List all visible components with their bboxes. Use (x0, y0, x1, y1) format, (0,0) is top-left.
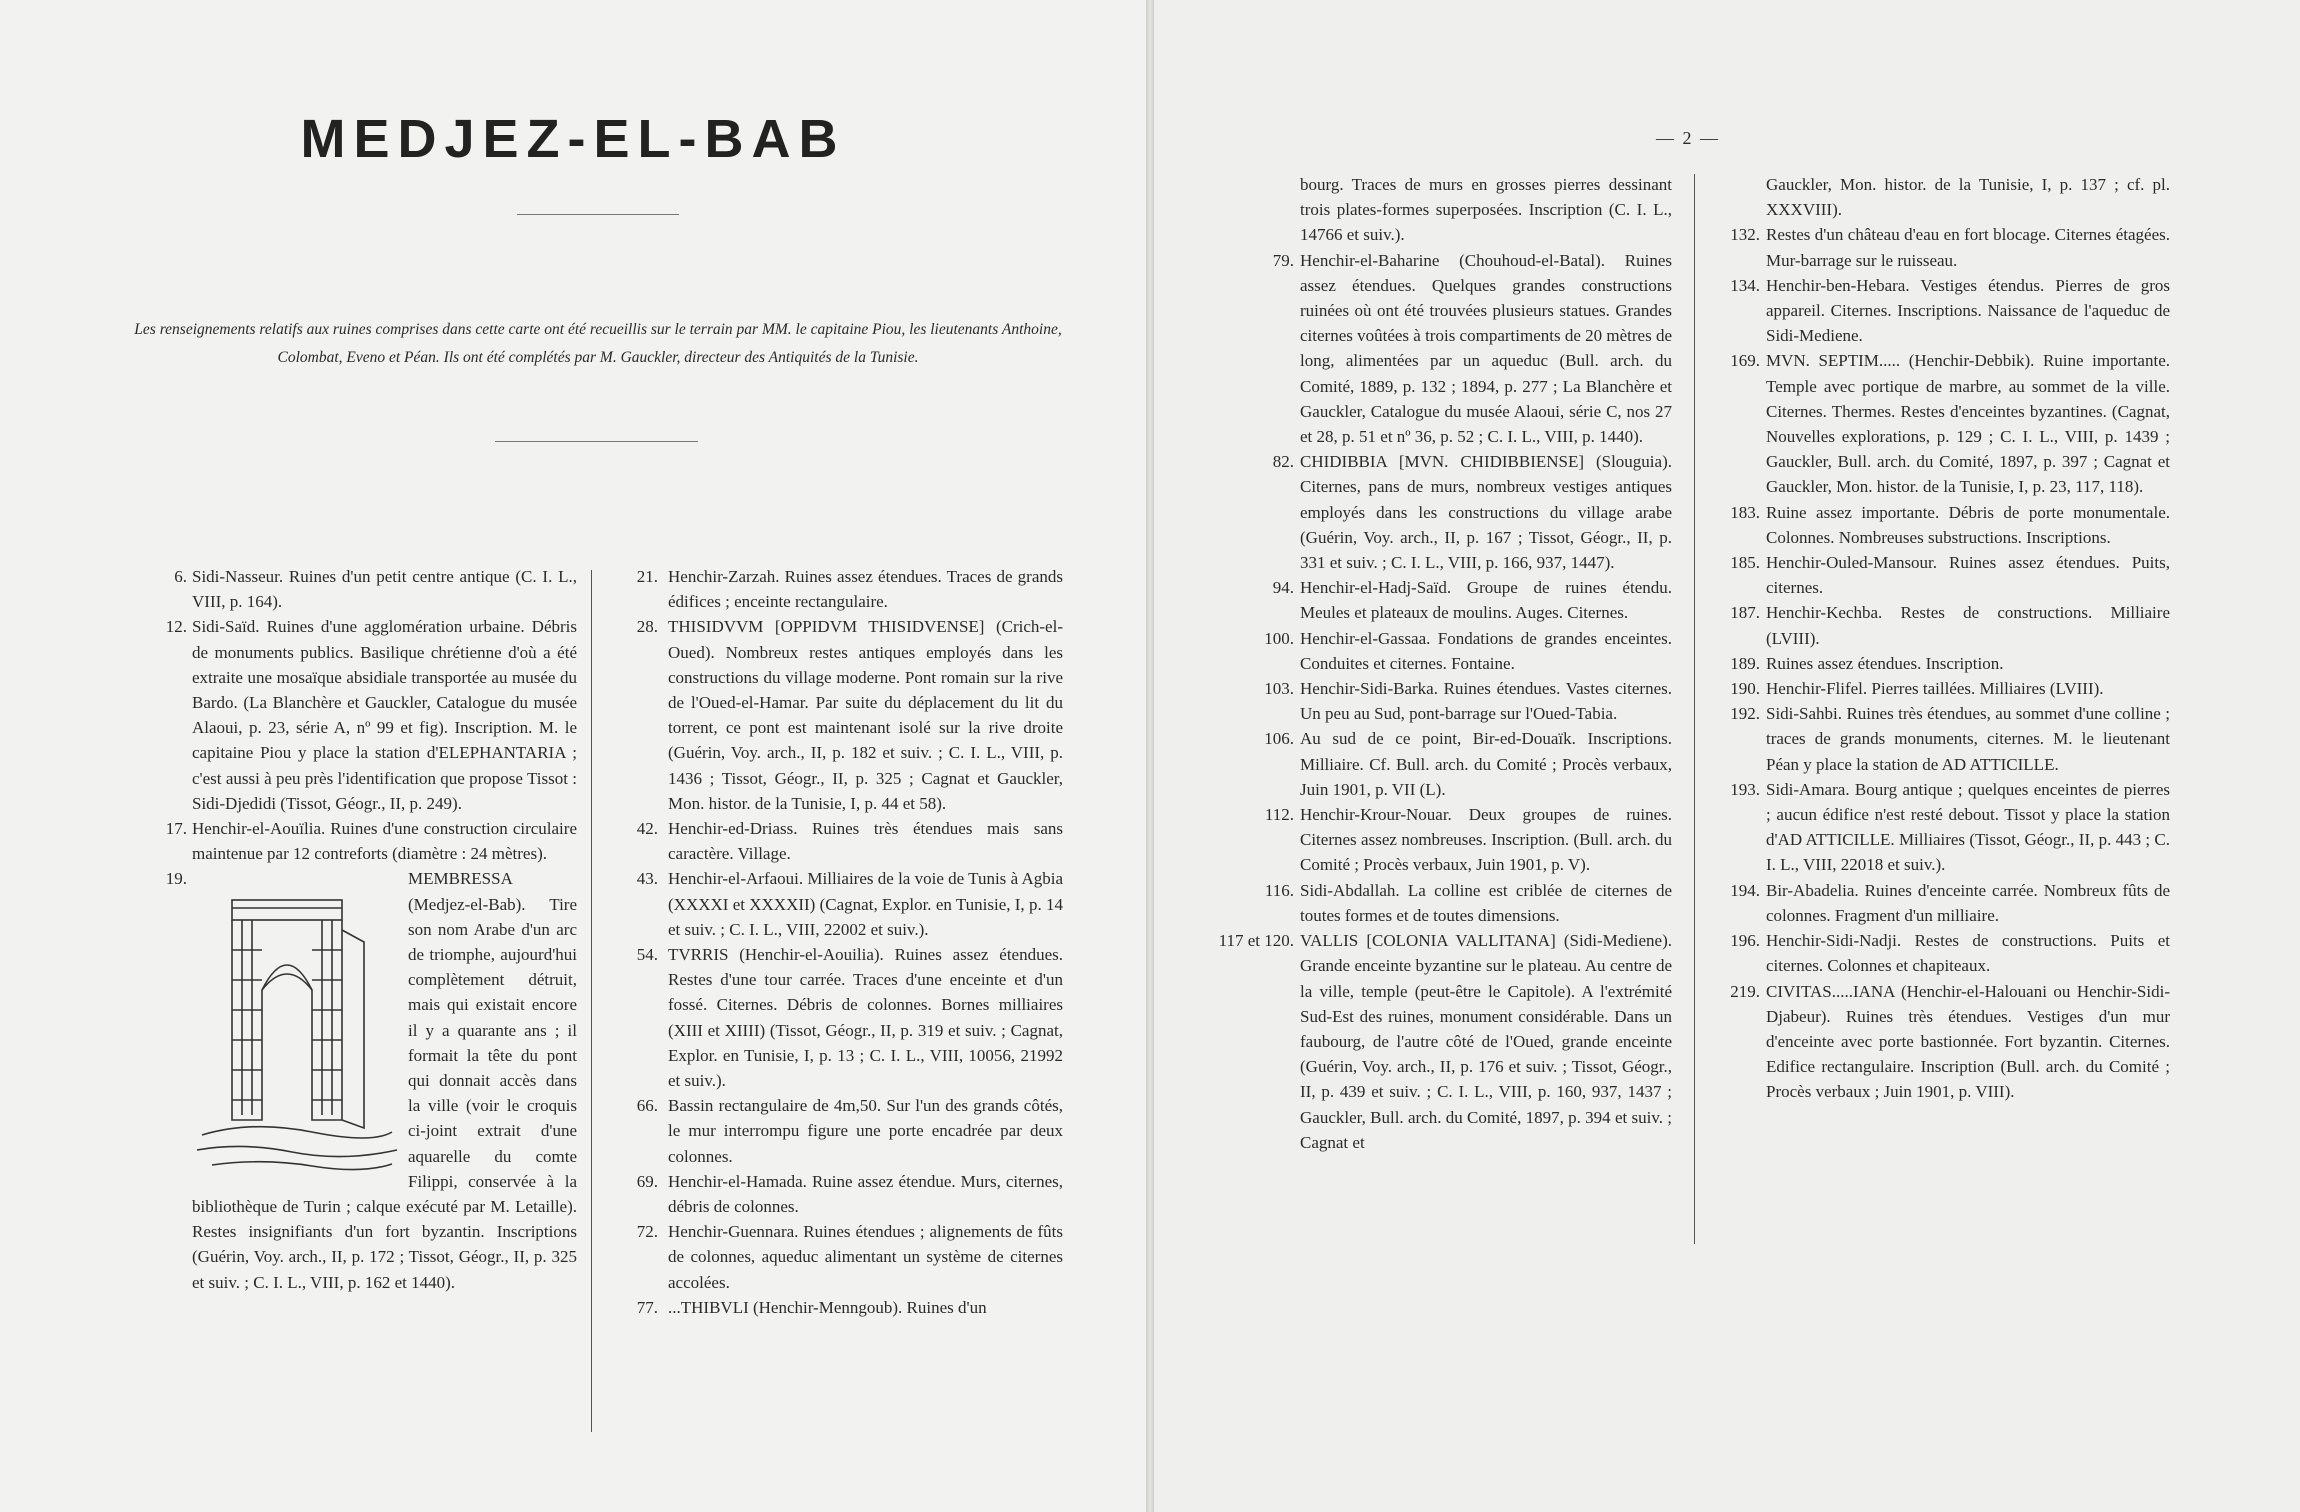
entry-number: 112. (1264, 805, 1294, 825)
entry (603, 1169, 1063, 1219)
entry (1700, 273, 2170, 349)
entry-text: THISIDVVM [OPPIDVM THISIDVENSE] (Crich-el-Oued). Nombreux restes antiques employés dans les constructions du village moderne. Pont romain sur la rive de l'Oued-el-Hamar. Par suite du déplacement du lit du torrent, ce pont est maintenant isolé sur la rive droite (Guérin, Voy. arch., II, p. 182 et suiv. ; C. I. L., VIII, p. 1436 ; Tissot, Géogr., II, p. 325 ; Cagnat et Gauckler, Mon. histor. de la Tunisie, I, p. 44 et 58). (668, 617, 1063, 813)
entry-number: 12. (165, 617, 187, 637)
page-title: MEDJEZ-EL-BAB (300, 109, 846, 169)
entry-text: Sidi-Amara. Bourg antique ; quelques enceintes de pierres ; aucun édifice n'est resté debout. Tissot y place la station d'AD ATTICILLE. Milliaires (Tissot, Géogr., II, p. 443 ; C. I. L., VIII, 22018 et suiv.). (1766, 779, 2170, 875)
entry-text: Bassin rectangulaire de 4m,50. Sur l'un des grands côtés, le mur interrompu figure une porte encadrée par deux colonnes. (668, 1096, 1063, 1166)
right-column-2 (1700, 172, 2170, 1105)
entry-number: 28. (636, 617, 658, 637)
entry-text: Restes d'un château d'eau en fort blocage. Citernes étagées. Mur-barrage sur le ruisseau. (1766, 225, 2170, 270)
entry-number: 72. (636, 1222, 658, 1242)
entry-text: CHIDIBBIA [MVN. CHIDIBBIENSE] (Slouguia). Citernes, pans de murs, nombreux vestiges antiques employés dans les constructions du village arabe (Guérin, Voy. arch., II, p. 167 ; Tissot, Géogr., II, p. 331 et suiv. ; C. I. L., VIII, p. 166, 937, 1447). (1300, 452, 1672, 573)
entry (1214, 928, 1672, 1155)
entry-number: 194. (1730, 880, 1760, 900)
entry (603, 1295, 1063, 1320)
entry (1214, 878, 1672, 928)
entry-text: Bir-Abadelia. Ruines d'enceinte carrée. Nombreux fûts de colonnes. Fragment d'un milliaire. (1766, 880, 2170, 925)
entry (1214, 726, 1672, 802)
entry (1700, 701, 2170, 777)
entry (1214, 575, 1672, 625)
right-column-1 (1214, 172, 1672, 1155)
entry (117, 866, 577, 1294)
entry-number: 169. (1730, 351, 1760, 371)
column-divider (591, 570, 592, 1432)
entry-text: Sidi-Sahbi. Ruines très étendues, au sommet d'une colline ; traces de grands monuments, citernes. M. le lieutenant Péan y place la station de AD ATTICILLE. (1766, 704, 2170, 774)
entry-number: 77. (636, 1297, 658, 1317)
entry-text: Henchir-Zarzah. Ruines assez étendues. Traces de grands édifices ; enceinte rectangulaire. (668, 567, 1063, 612)
entry-text: Henchir-el-Hadj-Saïd. Groupe de ruines étendu. Meules et plateaux de moulins. Auges. Citernes. (1300, 578, 1672, 623)
entry-text: Ruines assez étendues. Inscription. (1766, 653, 2004, 673)
entry-number: 116. (1264, 880, 1294, 900)
entry (603, 1093, 1063, 1169)
left-column-2 (603, 564, 1063, 1320)
entry (603, 816, 1063, 866)
entry-number: 193. (1730, 779, 1760, 799)
entry (117, 564, 577, 614)
entry (1214, 248, 1672, 450)
entry-number: 19. (165, 869, 187, 889)
entry (1214, 449, 1672, 575)
entry (1700, 651, 2170, 676)
entry-number: 117 et 120. (1218, 931, 1294, 951)
triumphal-arch-icon (192, 870, 402, 1180)
entry-text: Gauckler, Mon. histor. de la Tunisie, I, p. 137 ; cf. pl. XXXVIII). (1766, 175, 2170, 220)
page-number: — 2 — (1656, 128, 1720, 148)
intro-rule (495, 441, 698, 442)
entry-number: 17. (165, 819, 187, 839)
entry-text: Henchir-el-Hamada. Ruine assez étendue. Murs, citernes, débris de colonnes. (668, 1171, 1063, 1217)
title-rule (517, 214, 679, 215)
entry-number: 66. (636, 1096, 658, 1116)
entry (603, 564, 1063, 614)
entry-text: Henchir-el-Gassaa. Fondations de grandes enceintes. Conduites et citernes. Fontaine. (1300, 628, 1672, 673)
entry-text: Sidi-Nasseur. Ruines d'un petit centre antique (C. I. L., VIII, p. 164). (192, 567, 577, 612)
entry (603, 1219, 1063, 1295)
entry-number: 219. (1730, 981, 1760, 1001)
entry (1214, 676, 1672, 726)
entry (1700, 500, 2170, 550)
entry-number: 185. (1730, 553, 1760, 573)
left-page (0, 0, 1146, 1512)
entry-text: Henchir-Sidi-Barka. Ruines étendues. Vastes citernes. Un peu au Sud, pont-barrage sur l'Oued-Tabia. (1300, 679, 1672, 724)
entry (1700, 928, 2170, 978)
entry-text: Henchir-Sidi-Nadji. Restes de constructions. Puits et citernes. Colonnes et chapiteaux. (1766, 931, 2170, 976)
entry-text: CIVITAS.....IANA (Henchir-el-Halouani ou Henchir-Sidi-Djabeur). Ruines très étendues. Vestiges d'un mur d'enceinte avec porte bastionnée. Fort byzantin. Citernes. Edifice rectangulaire. Inscription (Bull. arch. du Comité ; Procès verbaux ; Juin 1901, p. VIII). (1766, 981, 2170, 1102)
book-gutter (1146, 0, 1154, 1512)
entry-text: Henchir-el-Aouïlia. Ruines d'une construction circulaire maintenue par 12 contreforts (diamètre : 24 mètres). (192, 819, 577, 864)
entry-text: MVN. SEPTIM..... (Henchir-Debbik). Ruine importante. Temple avec portique de marbre, au sommet de la ville. Citernes. Thermes. Restes d'enceintes byzantines. (Cagnat, Nouvelles explorations, p. 129 ; C. I. L., VIII, p. 1439 ; Gauckler, Bull. arch. du Comité, 1897, p. 397 ; Cagnat et Gauckler, Mon. histor. de la Tunisie, I, p. 23, 117, 118). (1766, 351, 2170, 497)
entry-number: 192. (1730, 704, 1760, 724)
entry-number: 79. (1272, 250, 1294, 270)
entry-number: 21. (636, 567, 658, 586)
entry-text: Henchir-ed-Driass. Ruines très étendues mais sans caractère. Village. (668, 819, 1063, 864)
entry-text: Henchir-el-Arfaoui. Milliaires de la voie de Tunis à Agbia (XXXXI et XXXXII) (Cagnat, Explor. en Tunisie, I, p. 14 et suiv. ; C. I. L., VIII, 22002 et suiv.). (668, 869, 1063, 939)
entry-number: 134. (1730, 275, 1760, 295)
entry-text: Henchir-Guennara. Ruines étendues ; alignements de fûts de colonnes, aqueduc alimentant un système de citernes accolées. (668, 1222, 1063, 1292)
entry-text: MEMBRESSA (Medjez-el-Bab). Tire son nom Arabe d'un arc de triomphe, aujourd'hui complètement détruit, mais qui existait encore il y a quarante ans ; il formait la tête du pont qui donnait accès dans la ville (voir le croquis ci-joint extrait d'une aquarelle du comte Filippi, conservée à la bibliothèque de Turin ; calque exécuté par M. Letaille). Restes insignifiants d'un fort byzantin. Inscriptions (Guérin, Voy. arch., II, p. 172 ; Tissot, Géogr., II, p. 325 et suiv. ; C. I. L., VIII, p. 162 et 1440). (192, 869, 577, 1292)
entry-text: Henchir-Kechba. Restes de constructions. Milliaire (LVIII). (1766, 603, 2170, 648)
entry-number: 103. (1264, 679, 1294, 699)
entry (1214, 802, 1672, 878)
entry (603, 614, 1063, 816)
entry-text: bourg. Traces de murs en grosses pierres dessinant trois plates-formes superposées. Inscription (C. I. L., 14766 et suiv.). (1300, 175, 1672, 245)
entry-number: 106. (1264, 729, 1294, 749)
entry-number: 196. (1730, 931, 1760, 951)
entry-number: 42. (636, 819, 658, 839)
entry-text: Sidi-Saïd. Ruines d'une agglomération urbaine. Débris de monuments publics. Basilique chrétienne d'où a été extraite une mosaïque absidiale transportée au musée du Bardo. (La Blanchère et Gauckler, Catalogue du musée Alaoui, p. 23, série A, nº 99 et fig). Inscription. M. le capitaine Piou y place la station d'ELEPHANTARIA ; c'est aussi à peu près l'identification que propose Tissot : Sidi-Djedidi (Tissot, Géogr., II, p. 249). (192, 617, 577, 813)
entry-text: Ruine assez importante. Débris de porte monumentale. Colonnes. Nombreuses substructions. Inscriptions. (1766, 502, 2170, 547)
entry-number: 54. (636, 945, 658, 965)
entry-number: 94. (1272, 578, 1294, 598)
column-divider (1694, 174, 1695, 1244)
entry (1700, 600, 2170, 650)
entry-text: Henchir-Flifel. Pierres taillées. Milliaires (LVIII). (1766, 679, 2104, 699)
entry (603, 866, 1063, 942)
entry-number: 132. (1730, 225, 1760, 245)
entry (1700, 979, 2170, 1105)
entry-number: 82. (1272, 452, 1294, 472)
entry-text: Sidi-Abdallah. La colline est criblée de citernes de toutes formes et de toutes dimensions. (1300, 880, 1672, 925)
entry-text: Henchir-Krour-Nouar. Deux groupes de ruines. Citernes assez nombreuses. Inscription. (Bull. arch. du Comité ; Procès verbaux, Juin 1901, p. V). (1300, 805, 1672, 875)
intro-text: Les renseignements relatifs aux ruines comprises dans cette carte ont été recueillis sur le terrain par MM. le capitaine Piou, les lieutenants Anthoine, Colombat, Eveno et Péan. Ils ont été complétés par M. Gauckler, directeur des Antiquités de la Tunisie. (134, 321, 1062, 366)
entry-text: Henchir-ben-Hebara. Vestiges étendus. Pierres de gros appareil. Citernes. Inscriptions. Naissance de l'aqueduc de Sidi-Mediene. (1766, 275, 2170, 346)
right-page (1154, 0, 2300, 1512)
entry (1700, 348, 2170, 499)
entry (1700, 777, 2170, 878)
entry-text: TVRRIS (Henchir-el-Aouilia). Ruines assez étendues. Restes d'une tour carrée. Traces d'une enceinte et d'un fossé. Citernes. Débris de colonnes. Bornes milliaires (XIII et XIIII) (Tissot, Géogr., II, p. 319 et suiv. ; Cagnat, Explor. en Tunisie, I, p. 13 ; C. I. L., VIII, 10056, 21992 et suiv.). (668, 945, 1063, 1091)
entry (1214, 626, 1672, 676)
entry-number: 183. (1730, 502, 1760, 522)
entry-text: Henchir-el-Baharine (Chouhoud-el-Batal). Ruines assez étendues. Quelques grandes constructions ruinées où ont été trouvées plusieurs statues. Grandes citernes voûtées à trois compartiments de 20 mètres de long, alimentées par un aqueduc (Bull. arch. du Comité, 1889, p. 132 ; 1894, p. 277 ; La Blanchère et Gauckler, Catalogue du musée Alaoui, série C, nos 27 et 28, p. 51 et nº 36, p. 52 ; C. I. L., VIII, p. 1440). (1300, 250, 1672, 447)
entry-number: 187. (1730, 603, 1760, 623)
entry (1700, 222, 2170, 272)
entry-number: 69. (636, 1171, 658, 1191)
entry (1700, 172, 2170, 222)
entry-number: 43. (636, 869, 658, 889)
entry-number: 100. (1264, 628, 1294, 648)
entry-text: Henchir-Ouled-Mansour. Ruines assez étendues. Puits, citernes. (1766, 553, 2170, 598)
entry (603, 942, 1063, 1093)
entry (1700, 878, 2170, 928)
entry-text: ...THIBVLI (Henchir-Menngoub). Ruines d'un (668, 1297, 987, 1317)
entry (117, 816, 577, 866)
entry-number: 189. (1730, 653, 1760, 673)
entry-text: VALLIS [COLONIA VALLITANA] (Sidi-Mediene). Grande enceinte byzantine sur le plateau. Au centre de la ville, temple (peut-être le Capitole). A l'extrémité Sud-Est des ruines, monument considérable. Dans un faubourg, de l'autre côté de l'Oued, grande enceinte (Guérin, Voy. arch., II, p. 176 et suiv. ; Tissot, Géogr., II, p. 439 et suiv. ; C. I. L., VIII, p. 160, 937, 1437 ; Gauckler, Bull. arch. du Comité, 1897, p. 394 et suiv. ; Cagnat et (1300, 931, 1672, 1152)
left-column-1 (117, 564, 577, 1295)
entry-text: Au sud de ce point, Bir-ed-Douaïk. Inscriptions. Milliaire. Cf. Bull. arch. du Comité ; Procès verbaux, Juin 1901, p. VII (L). (1300, 729, 1672, 799)
entry (1214, 172, 1672, 248)
entry-number: 6. (174, 567, 187, 586)
entry-number: 190. (1730, 679, 1760, 699)
entry (117, 614, 577, 816)
entry (1700, 550, 2170, 600)
entry (1700, 676, 2170, 701)
